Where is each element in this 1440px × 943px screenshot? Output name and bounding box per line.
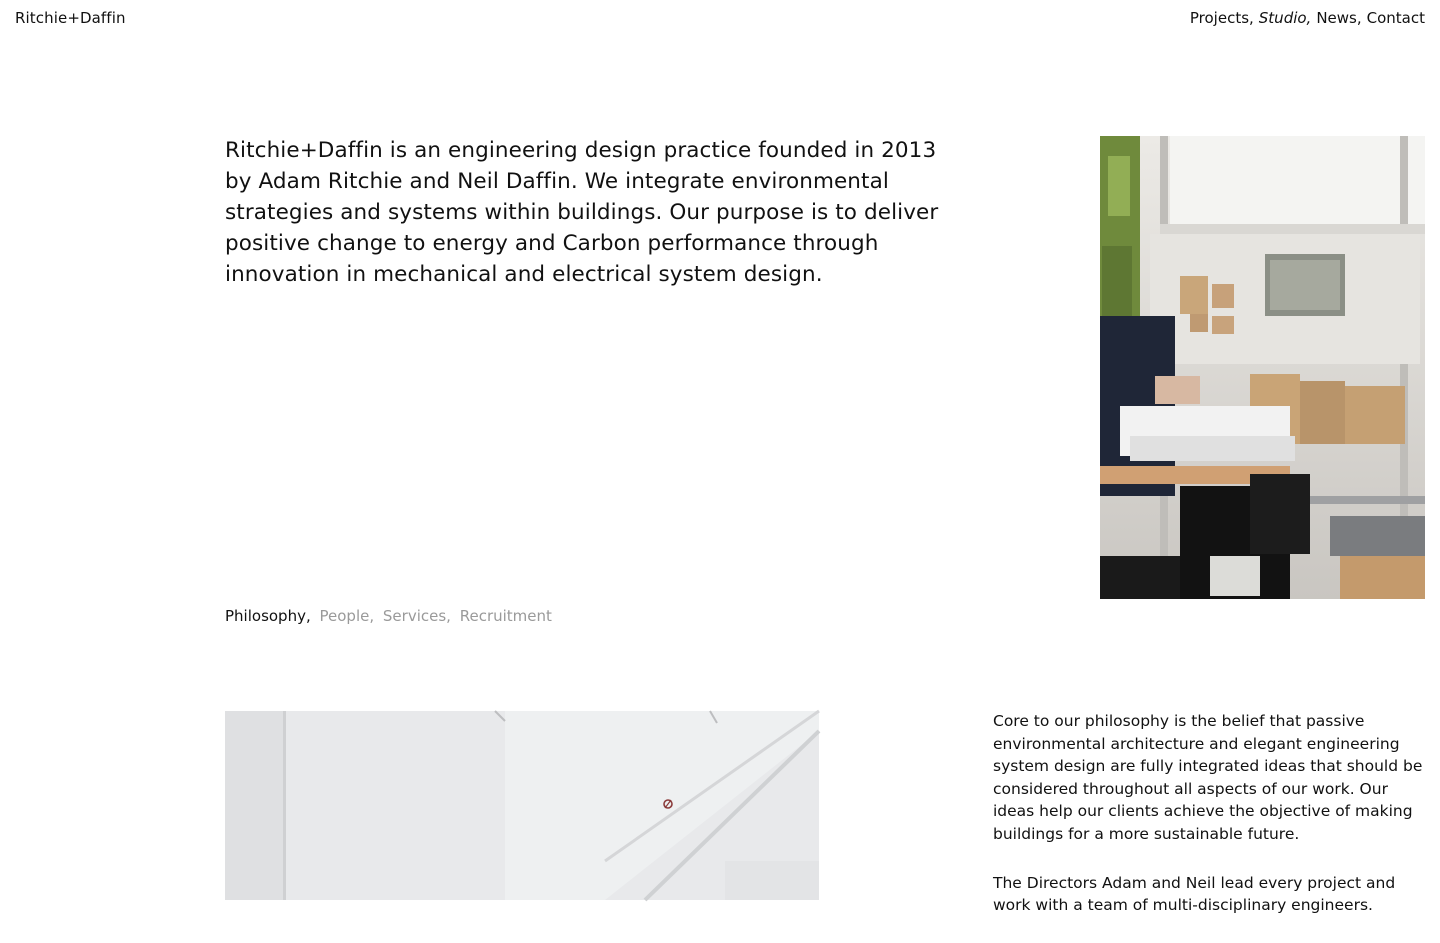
main-nav — [1190, 9, 1425, 27]
nav-contact[interactable]: Contact — [1366, 9, 1425, 27]
nav-studio[interactable]: Studio, — [1258, 9, 1312, 27]
intro-statement: Ritchie+Daffin is an engineering design practice founded in 2013 by Adam Ritchie and Neil Daffin. We integrate environmental strategies and systems within buildings. Our purpose is to deliver positive change to energy and Carbon performance through innovation in mechanical and electrical system design. — [225, 138, 939, 287]
studio-office-photo — [1100, 136, 1425, 599]
nav-projects[interactable]: Projects, — [1189, 9, 1254, 27]
studio-ceiling-image — [225, 711, 819, 900]
subnav-recruitment[interactable]: Recruitment — [459, 607, 552, 625]
studio-subnav — [225, 607, 556, 625]
subnav-people[interactable]: People, — [319, 607, 375, 625]
site-logo[interactable]: Ritchie+Daffin — [15, 9, 126, 27]
subnav-services[interactable]: Services, — [382, 607, 451, 625]
studio-ceiling-photo — [225, 711, 819, 900]
philosophy-paragraph-1: Core to our philosophy is the belief that passive environmental architecture and elegant engineering system design are fully integrated ideas that should be considered throughout all aspects of our work. Our ideas help our clients achieve the objective of making buildings for a more sustainable future. — [993, 712, 1423, 843]
studio-office-image — [1100, 136, 1425, 599]
subnav-philosophy[interactable]: Philosophy, — [225, 607, 311, 625]
philosophy-paragraph-2: The Directors Adam and Neil lead every project and work with a team of multi-disciplinary engineers. — [993, 873, 1396, 915]
nav-news[interactable]: News, — [1316, 9, 1362, 27]
philosophy-text — [993, 710, 1425, 943]
